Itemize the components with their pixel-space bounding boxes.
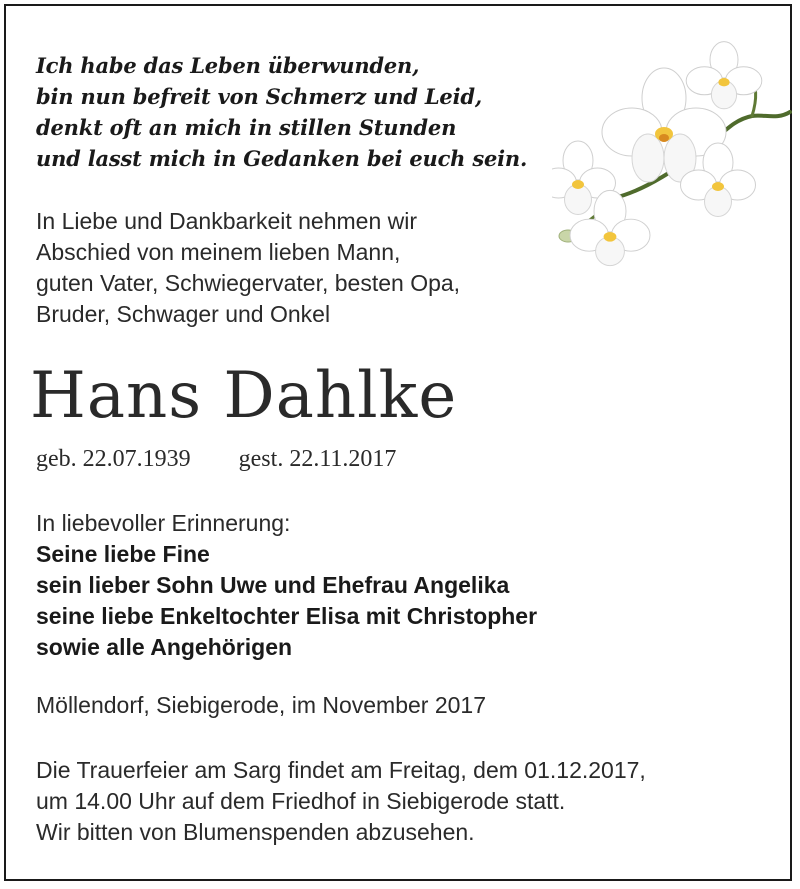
- intro-line: Bruder, Schwager und Onkel: [36, 301, 331, 327]
- intro-line: Abschied von meinem lieben Mann,: [36, 239, 401, 265]
- deceased-name: Hans Dahlke: [30, 359, 458, 433]
- poem-line: und lasst mich in Gedanken bei euch sein.: [36, 146, 528, 171]
- family-member: seine liebe Enkeltochter Elisa mit Christopher: [36, 603, 538, 629]
- family-block: [36, 508, 537, 663]
- death-date: gest. 22.11.2017: [238, 446, 397, 472]
- service-line: Die Trauerfeier am Sarg findet am Freitag, dem 01.12.2017,: [36, 757, 646, 783]
- service-line: um 14.00 Uhr auf dem Friedhof in Siebigerode statt.: [36, 788, 566, 814]
- family-member: sein lieber Sohn Uwe und Ehefrau Angelika: [36, 572, 510, 598]
- place-date: Möllendorf, Siebigerode, im November 2017: [36, 692, 487, 718]
- poem-line: denkt oft an mich in stillen Stunden: [36, 115, 457, 140]
- poem: [36, 50, 527, 174]
- birth-date: geb. 22.07.1939: [36, 446, 191, 472]
- intro-text: [36, 206, 460, 330]
- family-heading: In liebevoller Erinnerung:: [36, 510, 291, 536]
- intro-line: In Liebe und Dankbarkeit nehmen wir: [36, 208, 418, 234]
- orchid-icon: [552, 40, 792, 270]
- poem-line: bin nun befreit von Schmerz und Leid,: [36, 84, 482, 109]
- poem-line: Ich habe das Leben überwunden,: [36, 53, 420, 78]
- life-dates: [36, 444, 396, 474]
- service-line: Wir bitten von Blumenspenden abzusehen.: [36, 819, 475, 845]
- family-member: Seine liebe Fine: [36, 541, 210, 567]
- intro-line: guten Vater, Schwiegervater, besten Opa,: [36, 270, 461, 296]
- service-info: [36, 755, 646, 848]
- family-member: sowie alle Angehörigen: [36, 634, 293, 660]
